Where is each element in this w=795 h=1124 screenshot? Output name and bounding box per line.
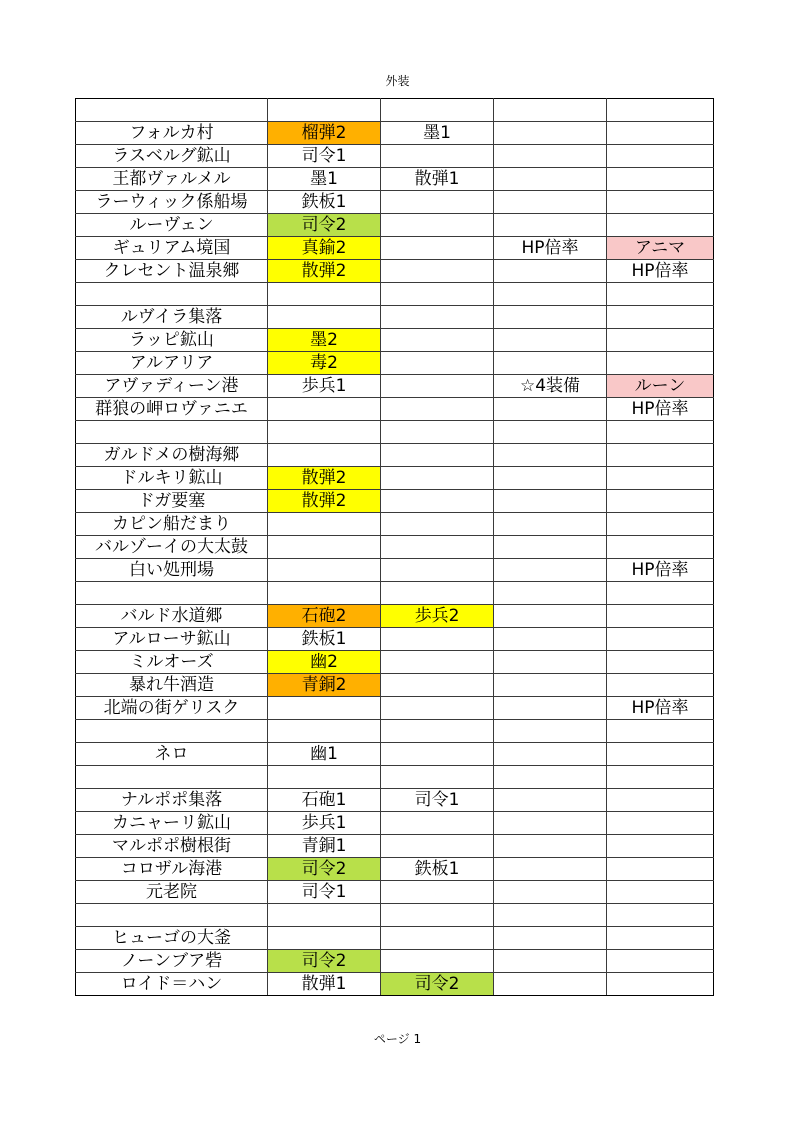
item-cell-4[interactable]	[607, 812, 714, 835]
item-cell-3[interactable]	[494, 789, 607, 812]
location-cell[interactable]: ガルドメの樹海郷	[76, 444, 268, 467]
location-cell[interactable]: ラスベルグ鉱山	[76, 145, 268, 168]
item-cell-1[interactable]: 幽2	[268, 651, 381, 674]
location-cell[interactable]: アルアリア	[76, 352, 268, 375]
item-cell-1[interactable]	[268, 536, 381, 559]
item-cell-4[interactable]	[607, 605, 714, 628]
item-cell-2[interactable]	[381, 812, 494, 835]
location-cell[interactable]: ロイド＝ハン	[76, 973, 268, 996]
item-cell-2[interactable]	[381, 628, 494, 651]
location-cell[interactable]: 暴れ牛酒造	[76, 674, 268, 697]
item-cell-1[interactable]	[268, 720, 381, 743]
item-cell-1[interactable]: 司令2	[268, 950, 381, 973]
item-cell-2[interactable]	[381, 237, 494, 260]
item-cell-3[interactable]	[494, 145, 607, 168]
item-cell-4[interactable]	[607, 743, 714, 766]
table-row	[76, 191, 714, 214]
table-row	[76, 260, 714, 283]
item-cell-4[interactable]	[607, 283, 714, 306]
location-cell[interactable]: ギュリアム境国	[76, 237, 268, 260]
table-row	[76, 122, 714, 145]
item-cell-3[interactable]	[494, 421, 607, 444]
item-cell-1[interactable]: 墨2	[268, 329, 381, 352]
item-cell-4[interactable]	[607, 674, 714, 697]
item-cell-3[interactable]	[494, 191, 607, 214]
item-cell-2[interactable]	[381, 352, 494, 375]
location-cell[interactable]: ミルオーズ	[76, 651, 268, 674]
location-cell[interactable]: ナルポポ集落	[76, 789, 268, 812]
location-cell[interactable]: マルポポ樹根街	[76, 835, 268, 858]
table-row	[76, 904, 714, 927]
item-cell-1[interactable]	[268, 283, 381, 306]
location-cell[interactable]: ヒューゴの大釜	[76, 927, 268, 950]
table-row	[76, 812, 714, 835]
item-cell-2[interactable]	[381, 398, 494, 421]
item-cell-2[interactable]	[381, 835, 494, 858]
item-cell-3[interactable]	[494, 628, 607, 651]
table-row	[76, 329, 714, 352]
item-cell-4[interactable]	[607, 789, 714, 812]
item-cell-1[interactable]: 司令2	[268, 214, 381, 237]
location-cell[interactable]: 元老院	[76, 881, 268, 904]
item-cell-1[interactable]	[268, 766, 381, 789]
item-cell-4[interactable]	[607, 306, 714, 329]
item-cell-1[interactable]: 幽1	[268, 743, 381, 766]
item-cell-4[interactable]	[607, 536, 714, 559]
item-cell-4[interactable]	[607, 145, 714, 168]
item-cell-2[interactable]	[381, 582, 494, 605]
item-cell-4[interactable]	[607, 858, 714, 881]
location-cell[interactable]: カニャーリ鉱山	[76, 812, 268, 835]
table-row	[76, 628, 714, 651]
location-cell[interactable]: アヴァディーン港	[76, 375, 268, 398]
table-row	[76, 99, 714, 122]
table-row	[76, 605, 714, 628]
item-cell-2[interactable]	[381, 536, 494, 559]
item-cell-2[interactable]	[381, 743, 494, 766]
item-cell-1[interactable]: 石砲2	[268, 605, 381, 628]
item-cell-2[interactable]: 散弾1	[381, 168, 494, 191]
item-cell-2[interactable]	[381, 444, 494, 467]
table-row	[76, 697, 714, 720]
item-cell-2[interactable]	[381, 674, 494, 697]
table-row	[76, 835, 714, 858]
table-row	[76, 720, 714, 743]
item-cell-2[interactable]	[381, 467, 494, 490]
item-cell-1[interactable]: 司令1	[268, 145, 381, 168]
item-cell-3[interactable]	[494, 329, 607, 352]
item-cell-2[interactable]	[381, 720, 494, 743]
location-cell[interactable]: ルヴイラ集落	[76, 306, 268, 329]
item-cell-3[interactable]	[494, 490, 607, 513]
item-cell-1[interactable]: 司令2	[268, 858, 381, 881]
location-cell[interactable]: コロザル海港	[76, 858, 268, 881]
table-row	[76, 283, 714, 306]
item-cell-4[interactable]	[607, 582, 714, 605]
page-footer-number: ページ 1	[373, 1032, 422, 1046]
location-cell[interactable]: カピン船だまり	[76, 513, 268, 536]
item-cell-2[interactable]: 司令2	[381, 973, 494, 996]
item-cell-3[interactable]: ☆4装備	[494, 375, 607, 398]
location-cell[interactable]	[76, 582, 268, 605]
table-row	[76, 352, 714, 375]
item-cell-4[interactable]	[607, 881, 714, 904]
item-cell-4[interactable]	[607, 444, 714, 467]
table-row	[76, 444, 714, 467]
item-cell-4[interactable]	[607, 720, 714, 743]
item-cell-1[interactable]	[268, 99, 381, 122]
table-row	[76, 536, 714, 559]
item-cell-4[interactable]: HP倍率	[607, 398, 714, 421]
item-cell-1[interactable]: 墨1	[268, 168, 381, 191]
location-cell[interactable]	[76, 766, 268, 789]
item-cell-1[interactable]: 司令1	[268, 881, 381, 904]
item-cell-2[interactable]	[381, 375, 494, 398]
table-row	[76, 973, 714, 996]
item-cell-3[interactable]	[494, 812, 607, 835]
location-cell[interactable]: ネロ	[76, 743, 268, 766]
item-cell-3[interactable]	[494, 697, 607, 720]
item-cell-2[interactable]	[381, 927, 494, 950]
item-cell-3[interactable]	[494, 352, 607, 375]
item-cell-2[interactable]	[381, 99, 494, 122]
item-cell-3[interactable]	[494, 444, 607, 467]
location-cell[interactable]: ノーンブア砦	[76, 950, 268, 973]
item-cell-3[interactable]	[494, 260, 607, 283]
item-cell-4[interactable]	[607, 927, 714, 950]
item-cell-3[interactable]	[494, 605, 607, 628]
table-row	[76, 237, 714, 260]
item-cell-3[interactable]	[494, 122, 607, 145]
item-cell-3[interactable]	[494, 743, 607, 766]
item-cell-1[interactable]	[268, 582, 381, 605]
item-cell-3[interactable]	[494, 950, 607, 973]
item-cell-2[interactable]	[381, 651, 494, 674]
table-row	[76, 306, 714, 329]
item-cell-4[interactable]: HP倍率	[607, 260, 714, 283]
item-cell-2[interactable]	[381, 329, 494, 352]
item-cell-3[interactable]: HP倍率	[494, 237, 607, 260]
item-cell-3[interactable]	[494, 283, 607, 306]
item-cell-2[interactable]	[381, 904, 494, 927]
item-cell-2[interactable]	[381, 283, 494, 306]
item-cell-3[interactable]	[494, 513, 607, 536]
table-row	[76, 881, 714, 904]
location-cell[interactable]: フォルカ村	[76, 122, 268, 145]
item-cell-1[interactable]: 歩兵1	[268, 812, 381, 835]
item-cell-2[interactable]	[381, 306, 494, 329]
item-cell-3[interactable]	[494, 99, 607, 122]
item-cell-2[interactable]	[381, 191, 494, 214]
location-cell[interactable]: 北端の街ゲリスク	[76, 697, 268, 720]
item-cell-1[interactable]: 散弾1	[268, 973, 381, 996]
item-cell-3[interactable]	[494, 881, 607, 904]
item-cell-3[interactable]	[494, 168, 607, 191]
item-cell-4[interactable]	[607, 766, 714, 789]
location-cell[interactable]: 白い処刑場	[76, 559, 268, 582]
item-cell-4[interactable]	[607, 122, 714, 145]
item-cell-4[interactable]	[607, 950, 714, 973]
table-row	[76, 789, 714, 812]
item-cell-1[interactable]: 真鍮2	[268, 237, 381, 260]
table-row	[76, 674, 714, 697]
item-cell-1[interactable]	[268, 904, 381, 927]
item-cell-2[interactable]	[381, 881, 494, 904]
table-row	[76, 214, 714, 237]
location-cell[interactable]: ルーヴェン	[76, 214, 268, 237]
location-cell[interactable]: 群狼の岬ロヴァニエ	[76, 398, 268, 421]
table-row	[76, 421, 714, 444]
equipment-table-body	[76, 99, 714, 996]
item-cell-3[interactable]	[494, 835, 607, 858]
table-row	[76, 950, 714, 973]
item-cell-4[interactable]	[607, 168, 714, 191]
equipment-table	[75, 98, 714, 996]
item-cell-1[interactable]	[268, 398, 381, 421]
table-row	[76, 743, 714, 766]
item-cell-4[interactable]	[607, 467, 714, 490]
item-cell-3[interactable]	[494, 927, 607, 950]
item-cell-4[interactable]	[607, 904, 714, 927]
location-cell[interactable]: ドルキリ鉱山	[76, 467, 268, 490]
item-cell-3[interactable]	[494, 674, 607, 697]
table-row	[76, 858, 714, 881]
item-cell-2[interactable]	[381, 766, 494, 789]
location-cell[interactable]: アルローサ鉱山	[76, 628, 268, 651]
item-cell-2[interactable]	[381, 513, 494, 536]
item-cell-2[interactable]	[381, 950, 494, 973]
item-cell-4[interactable]	[607, 973, 714, 996]
item-cell-1[interactable]: 鉄板1	[268, 191, 381, 214]
location-cell[interactable]	[76, 283, 268, 306]
item-cell-1[interactable]	[268, 559, 381, 582]
item-cell-2[interactable]	[381, 559, 494, 582]
item-cell-1[interactable]: 鉄板1	[268, 628, 381, 651]
item-cell-1[interactable]	[268, 421, 381, 444]
item-cell-4[interactable]	[607, 99, 714, 122]
item-cell-4[interactable]: ルーン	[607, 375, 714, 398]
item-cell-4[interactable]	[607, 329, 714, 352]
item-cell-3[interactable]	[494, 858, 607, 881]
item-cell-1[interactable]: 榴弾2	[268, 122, 381, 145]
table-row	[76, 467, 714, 490]
table-row	[76, 398, 714, 421]
item-cell-2[interactable]	[381, 490, 494, 513]
item-cell-1[interactable]: 青銅1	[268, 835, 381, 858]
page-header-title: 外装	[385, 74, 410, 88]
item-cell-3[interactable]	[494, 467, 607, 490]
item-cell-4[interactable]	[607, 513, 714, 536]
item-cell-1[interactable]: 石砲1	[268, 789, 381, 812]
table-row	[76, 375, 714, 398]
item-cell-3[interactable]	[494, 904, 607, 927]
item-cell-3[interactable]	[494, 582, 607, 605]
item-cell-3[interactable]	[494, 720, 607, 743]
item-cell-3[interactable]	[494, 559, 607, 582]
item-cell-3[interactable]	[494, 306, 607, 329]
location-cell[interactable]: バルド水道郷	[76, 605, 268, 628]
table-row	[76, 766, 714, 789]
item-cell-2[interactable]	[381, 697, 494, 720]
item-cell-1[interactable]	[268, 697, 381, 720]
location-cell[interactable]: クレセント温泉郷	[76, 260, 268, 283]
location-cell[interactable]: ドガ要塞	[76, 490, 268, 513]
item-cell-1[interactable]: 毒2	[268, 352, 381, 375]
item-cell-1[interactable]	[268, 513, 381, 536]
table-row	[76, 559, 714, 582]
table-row	[76, 927, 714, 950]
item-cell-2[interactable]: 鉄板1	[381, 858, 494, 881]
item-cell-2[interactable]: 司令1	[381, 789, 494, 812]
item-cell-4[interactable]	[607, 214, 714, 237]
item-cell-4[interactable]	[607, 421, 714, 444]
table-row	[76, 513, 714, 536]
location-cell[interactable]	[76, 720, 268, 743]
location-cell[interactable]	[76, 904, 268, 927]
item-cell-1[interactable]	[268, 444, 381, 467]
item-cell-4[interactable]	[607, 651, 714, 674]
item-cell-4[interactable]	[607, 490, 714, 513]
location-cell[interactable]: 王都ヴァルメル	[76, 168, 268, 191]
item-cell-2[interactable]	[381, 260, 494, 283]
table-row	[76, 145, 714, 168]
location-cell[interactable]	[76, 99, 268, 122]
item-cell-1[interactable]: 散弾2	[268, 467, 381, 490]
item-cell-3[interactable]	[494, 766, 607, 789]
item-cell-2[interactable]	[381, 421, 494, 444]
item-cell-1[interactable]: 歩兵1	[268, 375, 381, 398]
item-cell-1[interactable]	[268, 306, 381, 329]
item-cell-4[interactable]	[607, 628, 714, 651]
item-cell-2[interactable]	[381, 214, 494, 237]
table-row	[76, 582, 714, 605]
item-cell-3[interactable]	[494, 214, 607, 237]
location-cell[interactable]: バルゾーイの大太鼓	[76, 536, 268, 559]
item-cell-4[interactable]	[607, 352, 714, 375]
item-cell-1[interactable]: 散弾2	[268, 260, 381, 283]
item-cell-4[interactable]	[607, 191, 714, 214]
table-row	[76, 490, 714, 513]
table-row	[76, 168, 714, 191]
item-cell-2[interactable]: 墨1	[381, 122, 494, 145]
item-cell-4[interactable]: HP倍率	[607, 559, 714, 582]
item-cell-2[interactable]	[381, 145, 494, 168]
item-cell-3[interactable]	[494, 536, 607, 559]
item-cell-1[interactable]: 散弾2	[268, 490, 381, 513]
item-cell-4[interactable]	[607, 835, 714, 858]
item-cell-1[interactable]: 青銅2	[268, 674, 381, 697]
item-cell-4[interactable]: HP倍率	[607, 697, 714, 720]
item-cell-3[interactable]	[494, 973, 607, 996]
item-cell-1[interactable]	[268, 927, 381, 950]
table-row	[76, 651, 714, 674]
item-cell-3[interactable]	[494, 398, 607, 421]
item-cell-4[interactable]: アニマ	[607, 237, 714, 260]
location-cell[interactable]: ラーウィック係船場	[76, 191, 268, 214]
item-cell-2[interactable]: 歩兵2	[381, 605, 494, 628]
item-cell-3[interactable]	[494, 651, 607, 674]
location-cell[interactable]: ラッピ鉱山	[76, 329, 268, 352]
location-cell[interactable]	[76, 421, 268, 444]
